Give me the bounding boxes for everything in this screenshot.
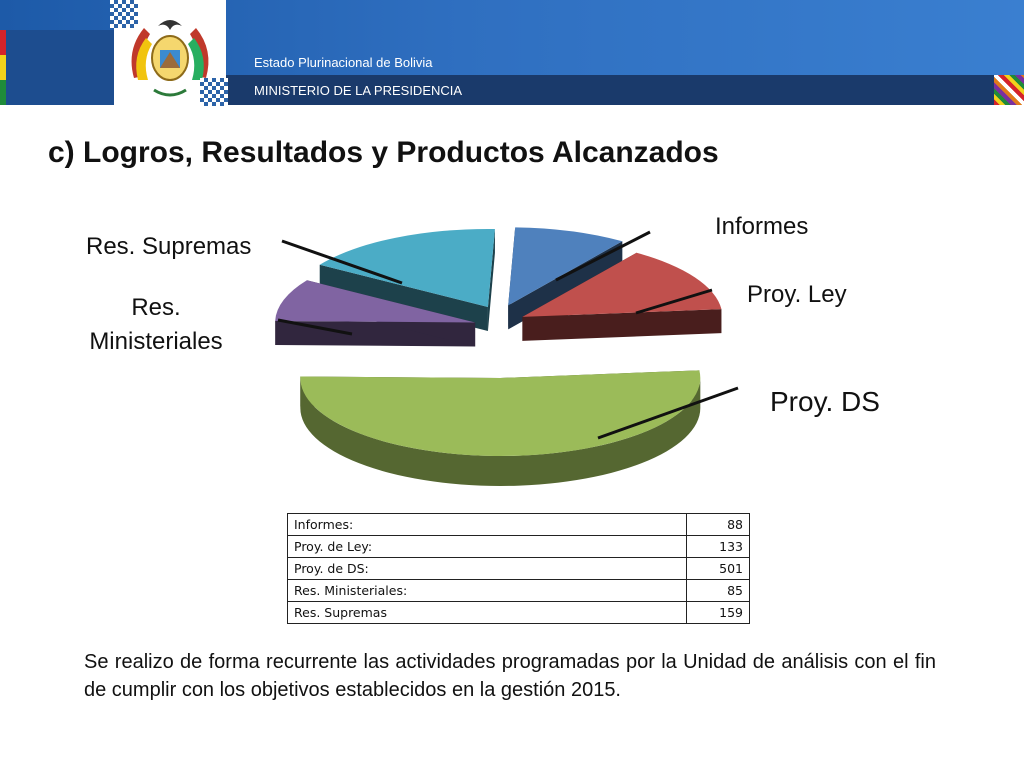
table-cell-value: 159 [687,602,750,624]
header-left-block [6,30,114,105]
coat-of-arms-icon [132,20,209,95]
table-cell-label: Proy. de Ley: [288,536,687,558]
checker-pattern [110,0,138,28]
header-band [0,0,1024,105]
table-cell-value: 85 [687,580,750,602]
table-cell-value: 501 [687,558,750,580]
callout-res-ministeriales-line2: Ministeriales [89,328,223,355]
header-state-name: Estado Plurinacional de Bolivia [254,55,433,70]
leader-line-res-ministeriales [278,320,352,334]
table-cell-label: Proy. de DS: [288,558,687,580]
andean-pattern-icon [994,75,1024,105]
page-title: c) Logros, Resultados y Productos Alcanzados [48,136,719,169]
table-cell-label: Res. Supremas [288,602,687,624]
table-cell-value: 133 [687,536,750,558]
callout-proy-ds: Proy. DS [770,386,880,417]
table-row [288,536,750,558]
data-table [287,513,750,624]
header-ministry-name: MINISTERIO DE LA PRESIDENCIA [254,83,463,98]
table-cell-value: 88 [687,514,750,536]
callout-proy-ley: Proy. Ley [747,281,847,308]
table-cell-label: Informes: [288,514,687,536]
table-cell-label: Res. Ministeriales: [288,580,687,602]
pie-slice-proy-ds [300,370,700,486]
table-row [288,602,750,624]
table-row [288,558,750,580]
checker-pattern [200,78,228,106]
callout-informes: Informes [715,213,809,240]
leader-line-proy-ley [636,290,712,313]
leader-line-informes [556,232,650,280]
leader-line-res-supremas [282,241,402,283]
callout-res-ministeriales-line1: Res. [131,294,181,321]
pie-slice-res-supremas [320,229,495,331]
table-row [288,580,750,602]
bolivia-flag-stripe [0,30,6,105]
summary-paragraph: Se realizo de forma recurrente las actividades programadas por la Unidad de análisis con el fin de cumplir con los objetivos establecidos en la gestión 2015. [84,651,936,701]
callout-res-supremas: Res. Supremas [86,233,252,260]
pie-slice-informes [508,227,622,329]
pie-slice-proy-ley [522,253,721,341]
pie-slice-res-ministeriales [275,280,475,346]
table-row [288,514,750,536]
leader-line-proy-ds [598,388,738,438]
